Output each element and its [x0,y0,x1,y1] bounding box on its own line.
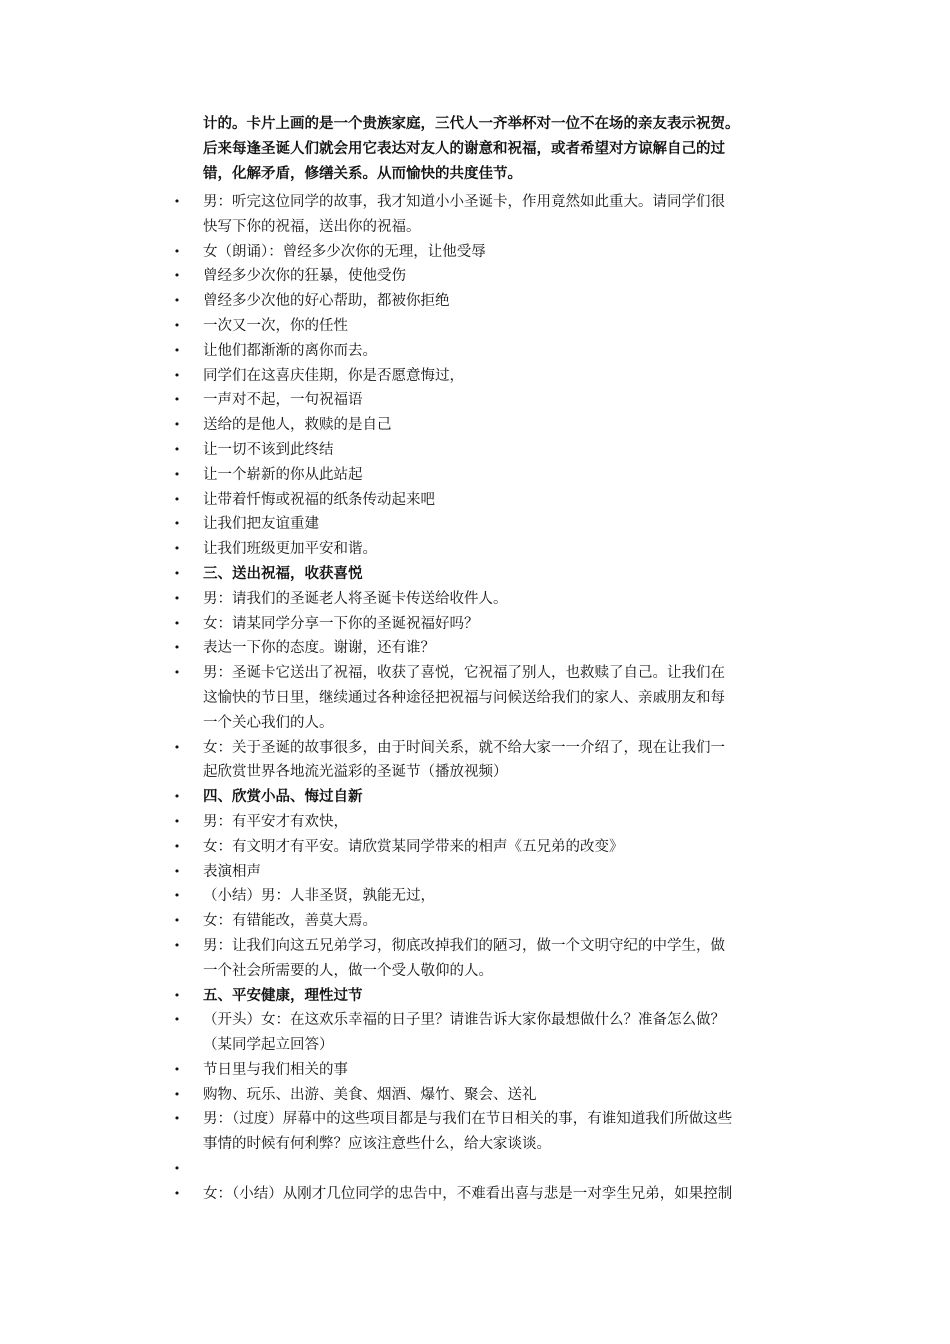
bullet-icon: • [173,467,181,481]
item-text [203,388,813,413]
intro-line: 错，化解矛盾，修缮关系。从而愉快的共度佳节。 [203,165,522,182]
bullet-icon: • [173,864,181,878]
text-line: 男：圣诞卡它送出了祝福，收获了喜悦，它祝福了别人，也救赎了自己。让我们在 [203,665,725,682]
bullet-icon: • [173,418,181,432]
bullet-icon: • [173,641,181,655]
list-item [0,1083,813,1108]
item-text [203,264,813,289]
list-item [0,289,813,314]
bullet-icon: • [173,393,181,407]
list-item [0,1182,813,1207]
text-line: （某同学起立回答） [203,1037,334,1054]
bullet-icon: • [173,988,181,1002]
bullet-list [0,190,950,1207]
text-line: 曾经多少次你的狂暴，使他受伤 [203,268,406,285]
list-item [0,1107,813,1157]
text-line: 三、送出祝福，收获喜悦 [203,565,363,582]
text-line: 男：请我们的圣诞老人将圣诞卡传送给收件人。 [203,590,508,607]
list-item [0,488,813,513]
item-text [203,364,813,389]
bullet-icon: • [173,442,181,456]
list-item [0,1008,813,1058]
item-text [203,835,813,860]
list-item [0,364,813,389]
item-text [203,909,813,934]
bullet-icon: • [173,566,181,580]
section-heading [0,984,813,1009]
list-item [0,264,813,289]
text-line: 女：（小结）从刚才几位同学的忠告中，不难看出喜与悲是一对孪生兄弟，如果控制 [203,1185,733,1202]
item-text [203,1083,813,1108]
list-item [0,512,813,537]
bullet-icon: • [173,740,181,754]
bullet-icon: • [173,839,181,853]
list-item [0,1058,813,1083]
list-item [0,835,813,860]
bullet-icon: • [173,343,181,357]
list-item [0,339,813,364]
text-line: 快写下你的祝福，送出你的祝福。 [203,218,421,235]
item-text [203,190,813,240]
text-line: 让带着忏悔或祝福的纸条传动起来吧 [203,491,435,508]
text-line: 购物、玩乐、出游、美食、烟酒、爆竹、聚会、送礼 [203,1086,537,1103]
item-text [203,934,813,984]
text-line: 事情的时候有何利弊？应该注意些什么，给大家谈谈。 [203,1136,551,1153]
bullet-icon: • [173,666,181,680]
bullet-icon: • [173,517,181,531]
text-line: 女（朗诵）：曾经多少次你的无理，让他受辱 [203,243,486,260]
bullet-icon: • [173,914,181,928]
list-item [0,736,813,786]
list-item [0,388,813,413]
text-line: 节日里与我们相关的事 [203,1061,348,1078]
intro-line: 后来每逢圣诞人们就会用它表达对友人的谢意和祝福，或者希望对方谅解自己的过 [203,140,725,157]
bullet-icon: • [173,195,181,208]
text-line: 这愉快的节日里，继续通过各种途径把祝福与问候送给我们的家人、亲戚朋友和每 [203,689,725,706]
list-item [0,860,813,885]
item-text [203,1058,813,1083]
text-line: 男：让我们向这五兄弟学习，彻底改掉我们的陋习，做一个文明守纪的中学生，做 [203,937,725,954]
bullet-icon: • [173,542,181,556]
item-text [203,1008,813,1058]
text-line: 男：（过度）屏幕中的这些项目都是与我们在节日相关的事，有谁知道我们所做这些 [203,1111,733,1128]
item-text [203,240,813,265]
text-line: 让他们都渐渐的离你而去。 [203,342,377,359]
bullet-icon: • [173,269,181,283]
item-text [203,636,813,661]
list-item [0,810,813,835]
item-text [203,984,813,1009]
bullet-icon: • [173,1062,181,1076]
text-line: 女：关于圣诞的故事很多，由于时间关系，就不给大家一一介绍了，现在让我们一 [203,739,725,756]
bullet-icon: • [173,368,181,382]
item-text [203,488,813,513]
item-text [203,587,813,612]
item-text [203,785,813,810]
item-text [203,438,813,463]
bullet-icon: • [173,790,181,804]
item-text [203,884,813,909]
text-line: （开头）女：在这欢乐幸福的日子里？请谁告诉大家你最想做什么？准备怎么做？ [203,1012,725,1029]
item-text [203,413,813,438]
bullet-icon: • [173,938,181,952]
item-text [203,339,813,364]
bullet-icon: • [173,244,181,258]
item-text [203,1182,813,1207]
text-line: 起欣赏世界各地流光溢彩的圣诞节（播放视频） [203,764,508,781]
bullet-icon: • [173,1013,181,1027]
text-line: 女：有错能改，善莫大焉。 [203,913,377,930]
text-line: 一个关心我们的人。 [203,714,334,731]
text-line: 女：请某同学分享一下你的圣诞祝福好吗？ [203,615,479,632]
text-line: 五、平安健康，理性过节 [203,987,363,1004]
text-line: 表演相声 [203,863,261,880]
item-text [203,612,813,637]
bullet-icon: • [173,1087,181,1101]
text-line: 让我们把友谊重建 [203,516,319,533]
item-text [203,289,813,314]
text-line: 一个社会所需要的人，做一个受人敬仰的人。 [203,962,493,979]
list-item [0,190,813,240]
item-text [203,537,813,562]
list-item [0,537,813,562]
intro-line: 计的。卡片上画的是一个贵族家庭，三代人一齐举杯对一位不在场的亲友表示祝贺。 [203,116,740,132]
list-item [0,587,813,612]
item-text [203,512,813,537]
text-line: 同学们在这喜庆佳期，你是否愿意悔过， [203,367,464,384]
bullet-icon: • [173,814,181,828]
text-line: 表达一下你的态度。谢谢，还有谁？ [203,640,435,657]
bullet-icon: • [173,1186,181,1200]
list-item [0,413,813,438]
list-item [0,884,813,909]
text-line: 男：有平安才有欢快， [203,813,348,830]
text-line: 一声对不起，一句祝福语 [203,392,363,409]
text-line: 曾经多少次他的好心帮助，都被你拒绝 [203,293,450,310]
bullet-icon: • [173,591,181,605]
item-text [203,736,813,786]
bullet-icon: • [173,1112,181,1126]
list-item [0,1157,813,1182]
item-text [203,562,813,587]
text-line: 一次又一次，你的任性 [203,317,348,334]
text-line: 送给的是他人，救赎的是自己 [203,417,392,434]
bullet-icon: • [173,492,181,506]
item-text [203,314,813,339]
section-heading [0,785,813,810]
bullet-icon: • [173,294,181,308]
text-line: （小结）男：人非圣贤，孰能无过， [203,888,435,905]
bullet-icon: • [173,616,181,630]
bullet-icon: • [173,889,181,903]
bullet-icon: • [173,318,181,332]
item-text [203,661,813,735]
list-item [0,463,813,488]
list-item [0,636,813,661]
text-line: 让一个崭新的你从此站起 [203,466,363,483]
text-line: 让一切不该到此终结 [203,441,334,458]
bullet-icon: • [173,1162,181,1176]
list-item [0,612,813,637]
list-item [0,909,813,934]
list-item [0,934,813,984]
list-item [0,661,813,735]
list-item [0,438,813,463]
list-item [0,240,813,265]
section-heading [0,562,813,587]
list-item [0,314,813,339]
item-text [203,860,813,885]
text-line: 女：有文明才有平安。请欣赏某同学带来的相声《五兄弟的改变》 [203,838,624,855]
text-line: 让我们班级更加平安和谐。 [203,541,377,558]
item-text [203,1107,813,1157]
item-text [203,810,813,835]
item-text [203,463,813,488]
text-line: 四、欣赏小品、悔过自新 [203,789,363,806]
text-line: 男：听完这位同学的故事，我才知道小小圣诞卡，作用竟然如此重大。请同学们很 [203,194,725,210]
intro-paragraph [203,112,813,186]
